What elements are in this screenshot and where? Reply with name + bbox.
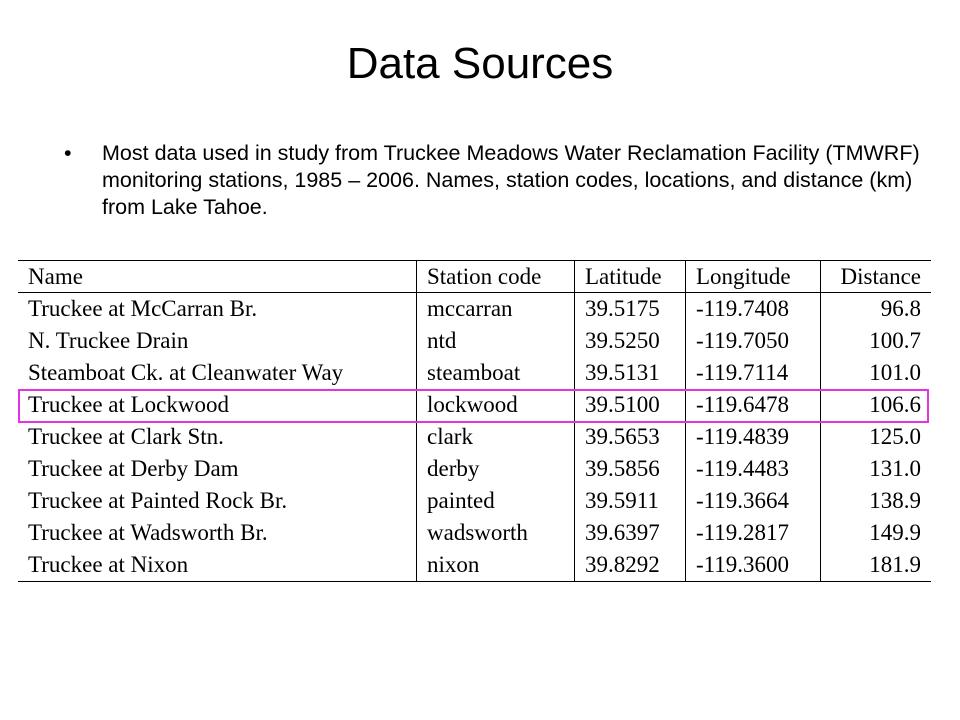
- table-row: [18, 453, 931, 485]
- cell-latitude: 39.5653: [575, 421, 686, 453]
- table-row: [18, 325, 931, 357]
- cell-latitude: 39.5250: [575, 325, 686, 357]
- header-name: Name: [28, 263, 83, 289]
- table-row-highlighted: [18, 389, 931, 421]
- cell-distance: 100.7: [821, 325, 932, 357]
- cell-station-code: ntd: [417, 325, 575, 357]
- cell-distance: 138.9: [821, 485, 932, 517]
- slide-title: Data Sources: [346, 39, 614, 88]
- cell-name: Truckee at McCarran Br.: [28, 296, 258, 321]
- cell-distance: 131.0: [821, 453, 932, 485]
- cell-longitude: -119.7050: [686, 325, 821, 357]
- cell-distance: 125.0: [821, 421, 932, 453]
- cell-latitude: 39.6397: [575, 517, 686, 549]
- bullet-list: [64, 140, 924, 221]
- cell-name: Truckee at Painted Rock Br.: [28, 488, 288, 513]
- cell-name: Steamboat Ck. at Cleanwater Way: [28, 360, 344, 385]
- table-header-row: [18, 261, 931, 293]
- cell-distance: 149.9: [821, 517, 932, 549]
- table-row: [18, 549, 931, 582]
- cell-longitude: -119.2817: [686, 517, 821, 549]
- cell-station-code: lockwood: [417, 389, 575, 421]
- cell-latitude: 39.5911: [575, 485, 686, 517]
- table-row: [18, 357, 931, 389]
- header-latitude: Latitude: [575, 261, 686, 293]
- cell-latitude: 39.5131: [575, 357, 686, 389]
- cell-station-code: steamboat: [417, 357, 575, 389]
- cell-station-code: nixon: [417, 549, 575, 582]
- table-row: [18, 485, 931, 517]
- cell-distance: 106.6: [821, 389, 932, 421]
- cell-distance: 101.0: [821, 357, 932, 389]
- header-longitude: Longitude: [686, 261, 821, 293]
- cell-name: Truckee at Wadsworth Br.: [28, 520, 268, 545]
- cell-station-code: wadsworth: [417, 517, 575, 549]
- bullet-item: [64, 140, 924, 221]
- cell-latitude: 39.5856: [575, 453, 686, 485]
- cell-longitude: -119.4839: [686, 421, 821, 453]
- cell-longitude: -119.7114: [686, 357, 821, 389]
- cell-name: Truckee at Clark Stn.: [28, 424, 224, 449]
- header-station-code: Station code: [417, 261, 575, 293]
- bullet-text: Most data used in study from Truckee Meadows Water Reclamation Facility (TMWRF) monitoring stations, 1985 – 2006. Names, station codes, locations, and distance (km) from Lake Tahoe.: [102, 141, 920, 219]
- cell-distance: 96.8: [821, 293, 932, 326]
- cell-distance: 181.9: [821, 549, 932, 582]
- cell-longitude: -119.4483: [686, 453, 821, 485]
- table-row: [18, 421, 931, 453]
- station-table-container: [18, 260, 931, 582]
- cell-station-code: painted: [417, 485, 575, 517]
- cell-latitude: 39.8292: [575, 549, 686, 582]
- station-table: [18, 260, 931, 582]
- cell-station-code: clark: [417, 421, 575, 453]
- cell-name: Truckee at Derby Dam: [28, 456, 239, 481]
- cell-station-code: derby: [417, 453, 575, 485]
- cell-longitude: -119.3664: [686, 485, 821, 517]
- cell-longitude: -119.7408: [686, 293, 821, 326]
- cell-longitude: -119.6478: [686, 389, 821, 421]
- cell-station-code: mccarran: [417, 293, 575, 326]
- table-row: [18, 293, 931, 326]
- cell-name: Truckee at Nixon: [28, 552, 189, 577]
- cell-latitude: 39.5175: [575, 293, 686, 326]
- cell-name: Truckee at Lockwood: [28, 392, 229, 417]
- cell-name: N. Truckee Drain: [28, 328, 189, 353]
- bullet-marker: •: [64, 141, 72, 165]
- header-distance: Distance: [821, 261, 932, 293]
- cell-longitude: -119.3600: [686, 549, 821, 582]
- cell-latitude: 39.5100: [575, 389, 686, 421]
- table-row: [18, 517, 931, 549]
